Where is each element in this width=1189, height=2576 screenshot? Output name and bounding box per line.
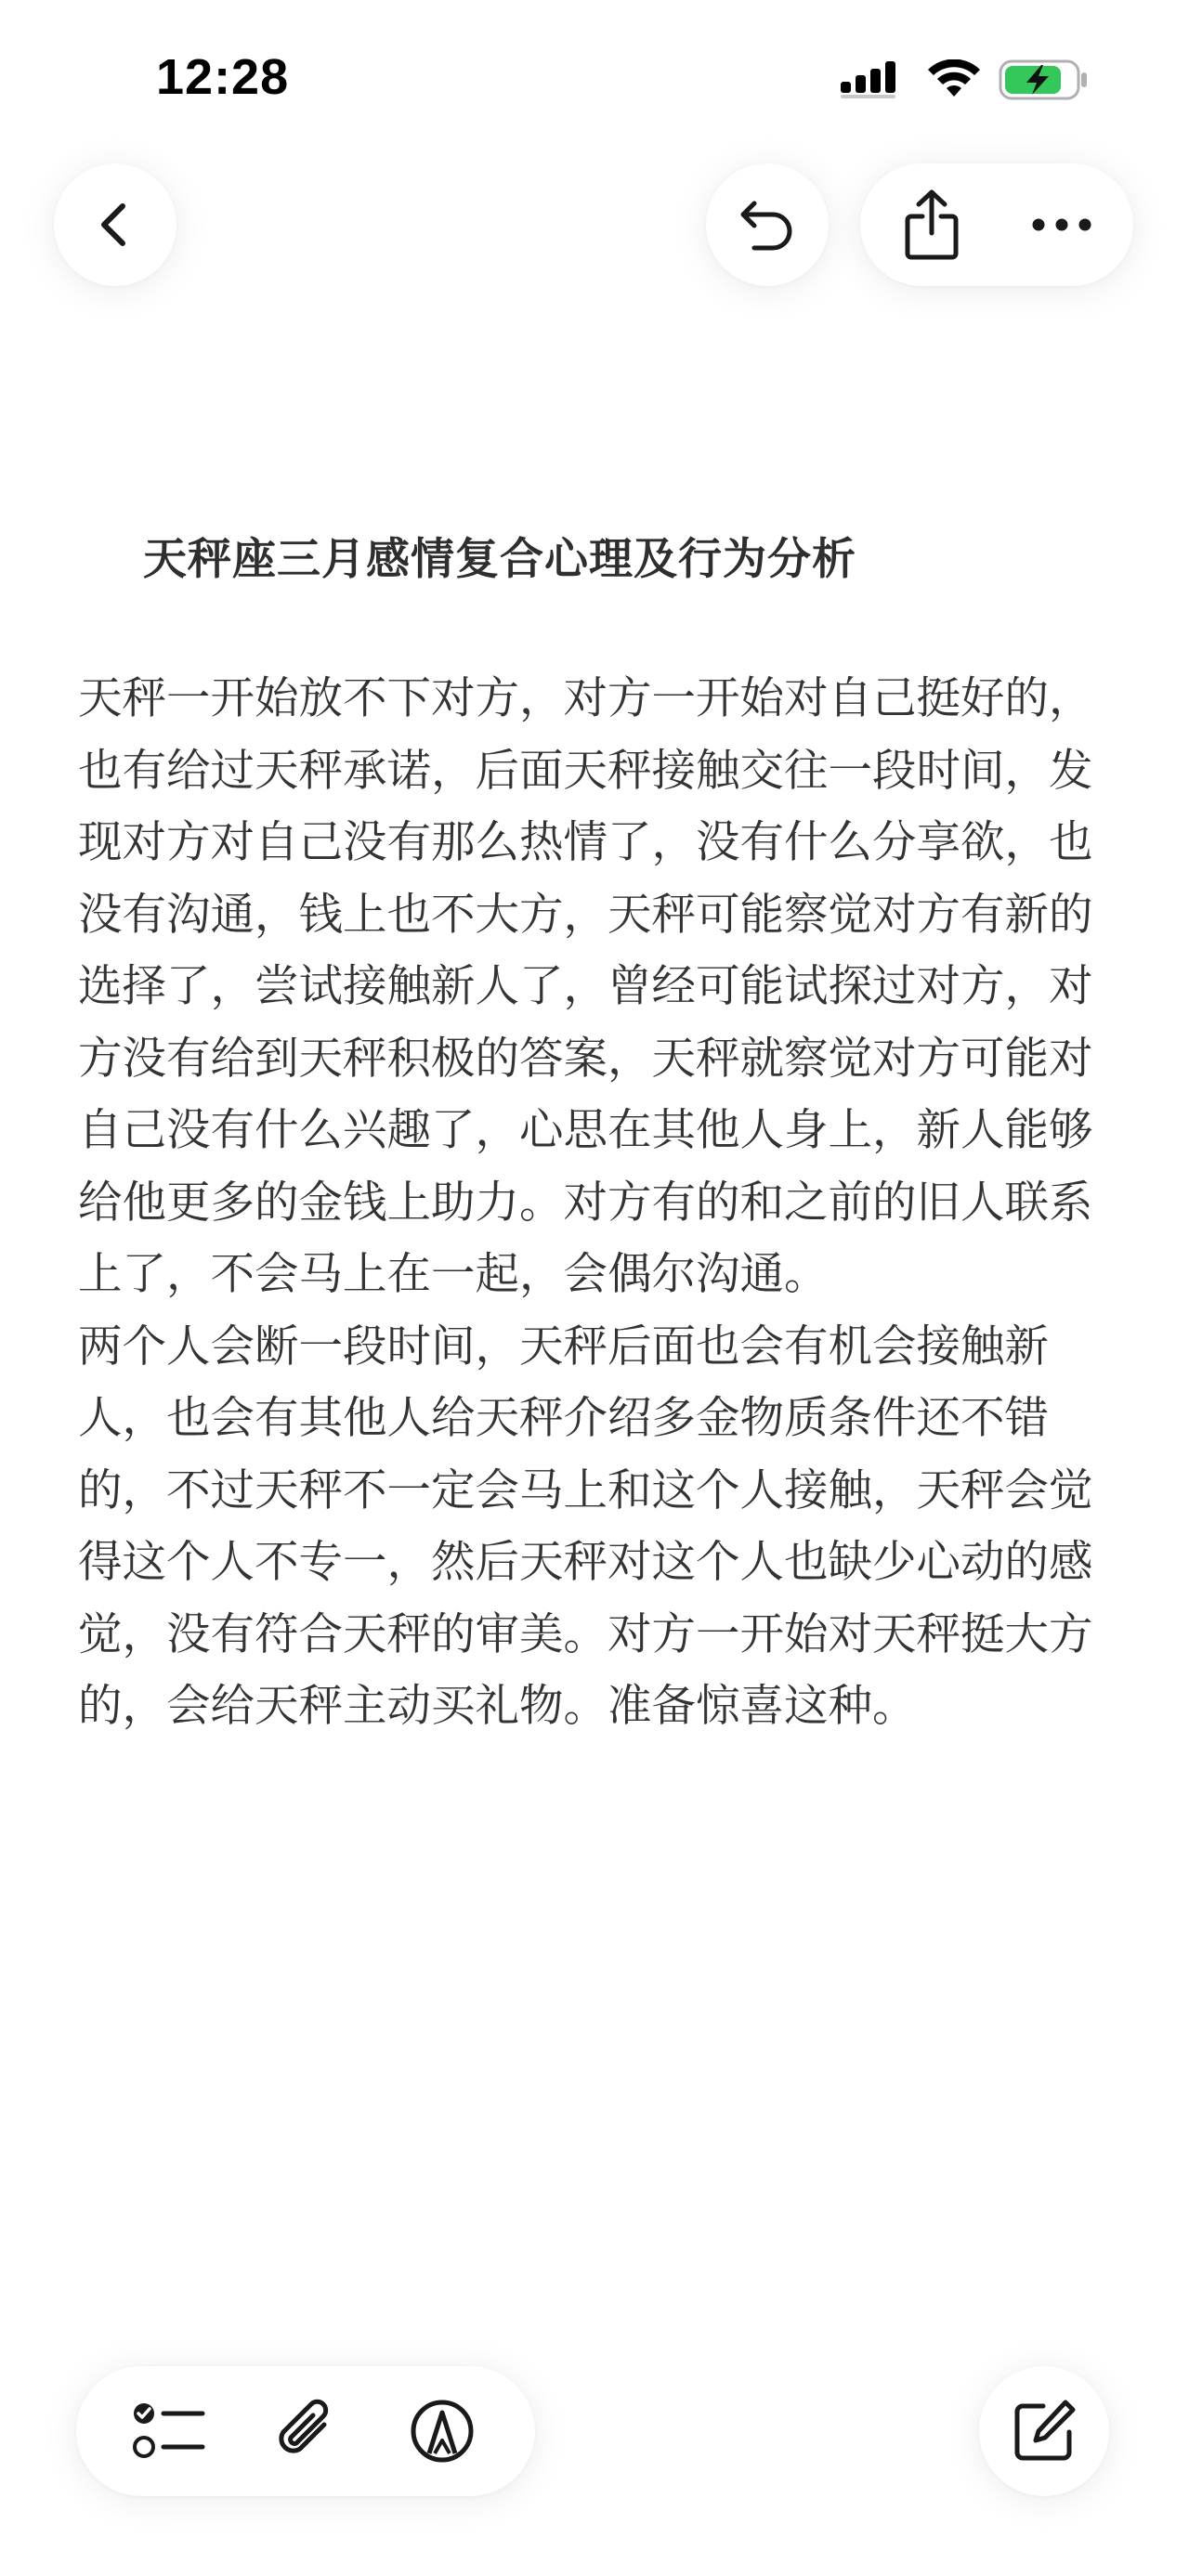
- markup-button[interactable]: [386, 2375, 498, 2487]
- markup-icon: [409, 2398, 476, 2465]
- undo-icon: [736, 196, 799, 254]
- battery-charging-icon: [999, 59, 1091, 100]
- status-bar: [0, 0, 1189, 139]
- more-icon: [1031, 217, 1092, 232]
- share-icon: [902, 189, 961, 261]
- status-icons: [841, 56, 1091, 102]
- back-icon: [87, 197, 143, 253]
- checklist-button[interactable]: [113, 2375, 225, 2487]
- status-time: 12:28: [156, 49, 290, 105]
- checklist-icon: [132, 2400, 206, 2462]
- cellular-signal-icon: [841, 61, 904, 98]
- more-button[interactable]: [997, 163, 1127, 286]
- actions-group: [860, 163, 1133, 286]
- note-paragraph: 天秤一开始放不下对方，对方一开始对自己挺好的，也有给过天秤承诺，后面天秤接触交往一段时间，发现对方对自己没有那么热情了，没有什么分享欲，也没有沟通，钱上也不大方，天秤可能察觉对方有新的选择了，尝试接触新人了，曾经可能试探过对方，对方没有给到天秤积极的答案，天秤就察觉对方可能对自己没有什么兴趣了，心思在其他人身上，新人能够给他更多的金钱上助力。对方有的和之前的旧人联系上了，不会马上在一起，会偶尔沟通。: [78, 673, 1093, 1300]
- back-button[interactable]: [54, 163, 176, 286]
- note-body[interactable]: [78, 663, 1109, 1743]
- wifi-icon: [926, 59, 982, 98]
- bottom-toolbar: [76, 2366, 535, 2496]
- note-title[interactable]: 天秤座三月感情复合心理及行为分析: [143, 534, 856, 585]
- attachment-icon: [272, 2397, 339, 2465]
- note-paragraph: 两个人会断一段时间，天秤后面也会有机会接触新人，也会有其他人给天秤介绍多金物质条件还不错的，不过天秤不一定会马上和这个人接触，天秤会觉得这个人不专一，然后天秤对这个人也缺少心动的感觉，没有符合天秤的审美。对方一开始对天秤挺大方的，会给天秤主动买礼物。准备惊喜这种。: [78, 1321, 1093, 1732]
- share-button[interactable]: [867, 163, 997, 286]
- compose-button[interactable]: [979, 2366, 1109, 2496]
- compose-icon: [1012, 2399, 1077, 2464]
- undo-button[interactable]: [706, 163, 829, 286]
- attachment-button[interactable]: [250, 2375, 361, 2487]
